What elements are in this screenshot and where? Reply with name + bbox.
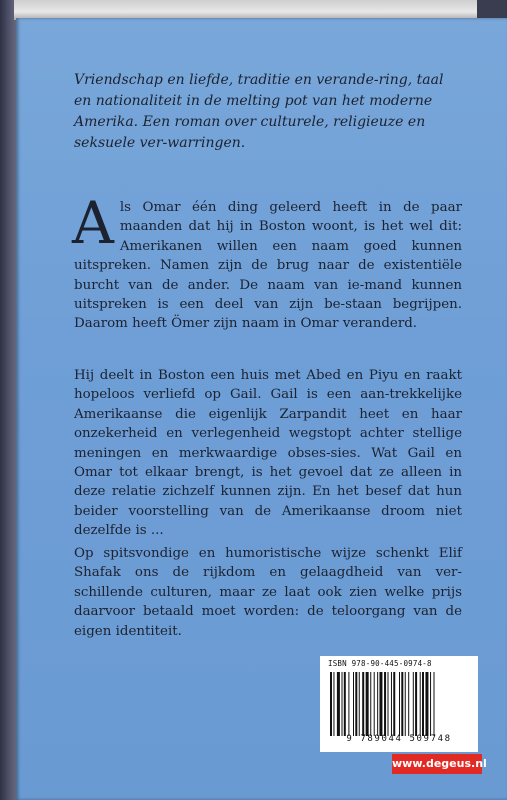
barcode-bar (344, 672, 346, 736)
barcode-panel (320, 656, 478, 752)
barcode-bar (384, 672, 386, 736)
barcode-bar (413, 672, 414, 736)
barcode-bar (399, 672, 400, 736)
barcode-bar (425, 672, 428, 736)
barcode-bar (393, 672, 395, 736)
barcode-bar (353, 672, 354, 736)
barcode-bar (401, 672, 403, 736)
barcode-bar (391, 672, 392, 736)
paragraph-1 (72, 189, 462, 334)
barcode-bar (355, 672, 357, 736)
barcode-bar (408, 672, 409, 736)
tagline: Vriendschap en liefde, traditie en verande-ring, taal en nationaliteit in de melting pot van het moderne Amerika. Een roman over culturele, religieuze en seksuele ver-warringen. (74, 72, 444, 151)
barcode-bar (342, 672, 343, 736)
barcode-bar (337, 672, 340, 736)
publisher-url: www.degeus.nl (392, 754, 482, 774)
barcode-number: 9 789044 509748 (346, 734, 452, 744)
barcode-bar (359, 672, 360, 736)
barcode-bar (362, 672, 364, 736)
barcode-bar (370, 672, 371, 736)
barcode-bars (330, 672, 470, 736)
barcode-bar (333, 672, 334, 736)
barcode-bar (374, 672, 375, 736)
barcode-bar (330, 672, 332, 736)
barcode-bar (430, 672, 431, 736)
drop-cap: A (72, 189, 114, 257)
paragraph-2: Hij deelt in Boston een huis met Abed en Piyu en raakt hopeloos verliefd op Gail. Gail is een aan-trekkelijke Amerikaanse die eigenlijk Zarpandit heet en haar onzekerheid en verlegenheid wegstopt achter stellige meningen en merkwaardige obses-sies. Wat Gail en Omar tot elkaar brengt, is het gevoel dat ze alleen in deze relatie zichzelf kunnen zijn. En het besef dat hun beider voorstelling van de Amerikaanse droom niet dezelfde is ... (74, 368, 462, 539)
page-edge (14, 0, 507, 20)
barcode-bar (379, 672, 382, 736)
barcode-bar (405, 672, 406, 736)
isbn-label: ISBN 978-90-445-0974-8 (328, 659, 432, 668)
barcode-bar (422, 672, 424, 736)
barcode-bar (348, 672, 349, 736)
paragraph-3: Op spitsvondige en humoristische wijze schenkt Elif Shafak ons de rijkdom en gelaagdheid van ver-schillende culturen, maar ze laat ook zien welke prijs daarvoor betaald moet worden: de teloorgang van de eigen identiteit. (74, 546, 462, 639)
barcode-bar (377, 672, 378, 736)
barcode-bar (420, 672, 421, 736)
barcode-bar (415, 672, 417, 736)
barcode-bar (366, 672, 369, 736)
barcode-bar (388, 672, 389, 736)
paragraph-1-text: ls Omar één ding geleerd heeft in de paar maanden dat hij in Boston woont, is het wel dit: Amerikanen willen een naam goed kunnen uitspreken. Namen zijn de brug naar de existentiële burcht van de ander. De naam van ie-mand kunnen uitspreken is een deel van zijn be-staan begrijpen. Daarom heeft Ömer zijn naam in Omar veranderd. (74, 200, 462, 332)
barcode-bar (434, 672, 435, 736)
